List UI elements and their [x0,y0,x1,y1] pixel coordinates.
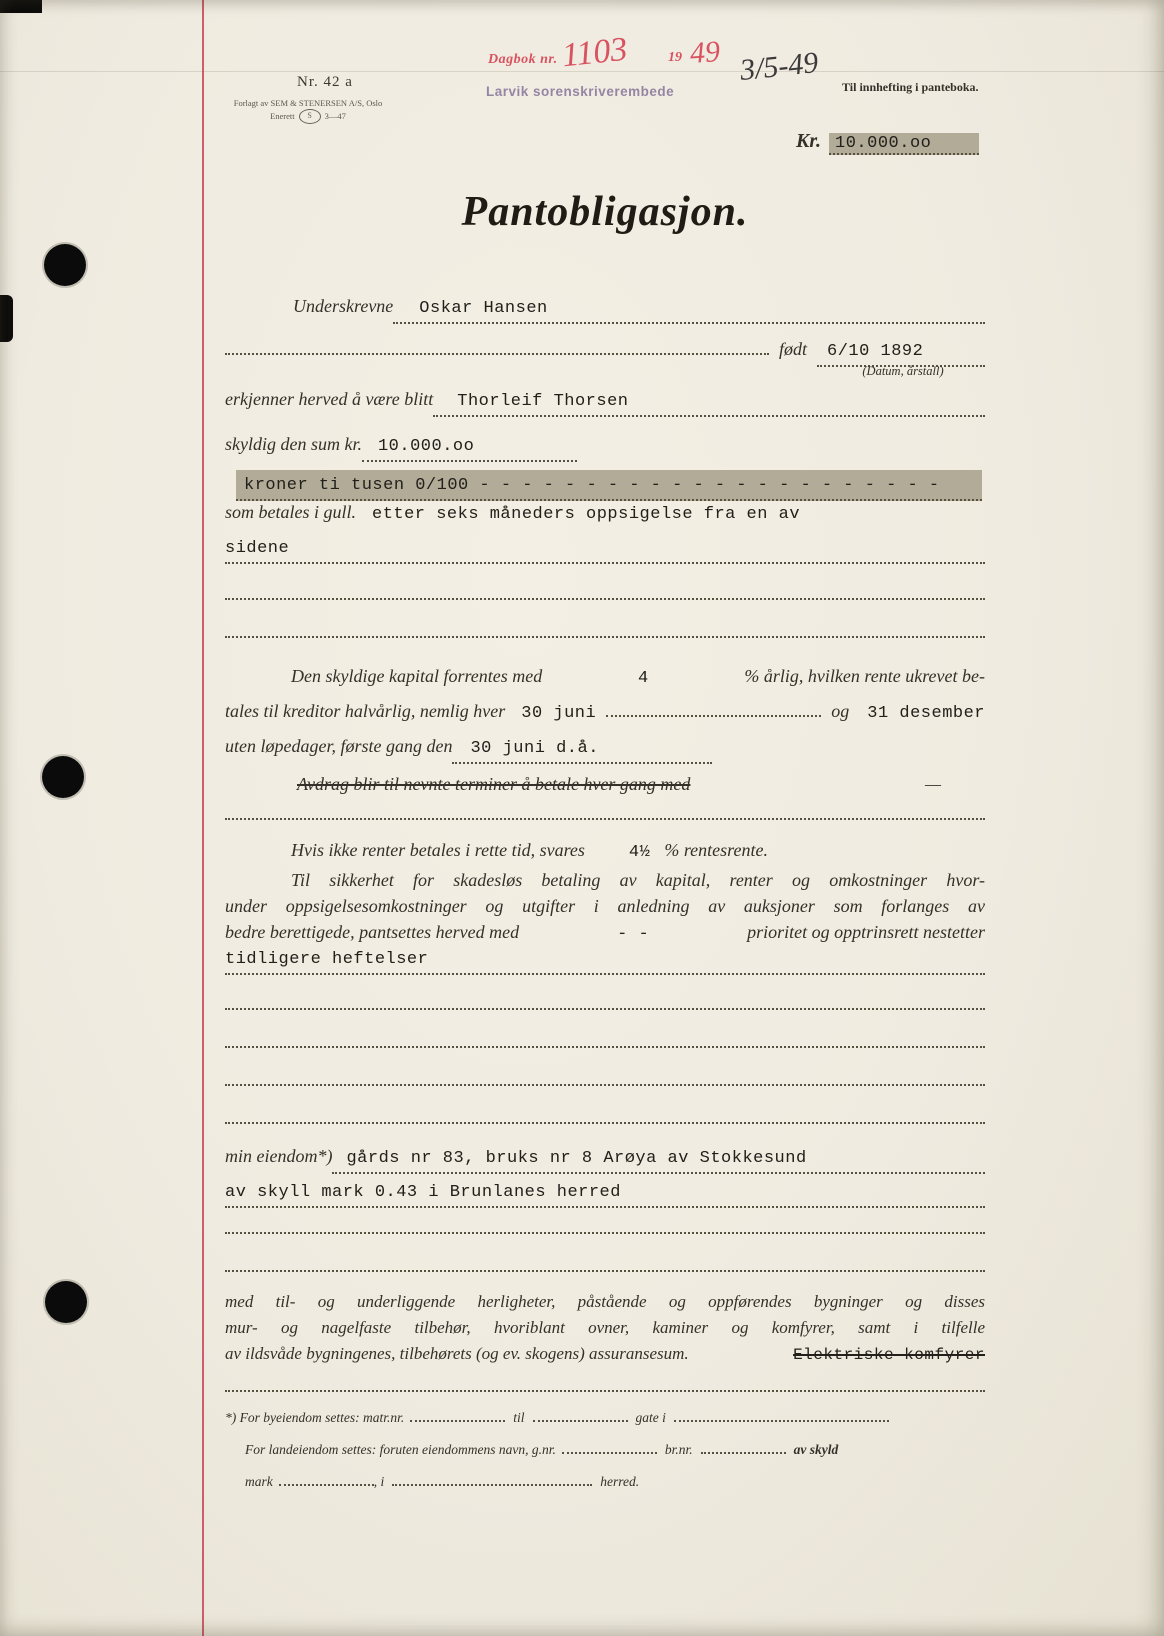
first-due-line [452,733,712,764]
footnote-1c: gate i [635,1410,666,1425]
label-betales: som betales i gull. [225,502,356,522]
priority-note: tidligere heftelser [225,950,429,969]
label-morarente-b: % rentesrente. [664,840,768,860]
label-fodt: født [778,339,807,359]
payment-terms-2: sidene [225,539,290,558]
appurtenance-text-3: av ildsvåde bygningenes, tilbehørets (og ev. skogens) assuransesum. [225,1344,689,1363]
punch-hole [42,756,84,798]
ruled-blank-line [225,598,985,600]
document-title: Pantobligasjon. [461,189,749,235]
sum-value: 10.000.oo [377,437,475,456]
enerett-label: Enerett [270,111,295,121]
label-erkjenner: erkjenner herved å være blitt [225,389,434,409]
row-payment-terms-2 [225,533,985,560]
debtor-line [393,293,985,324]
form-number: Nr. 42 a [297,74,353,90]
due-date-1: 30 juni [521,704,597,723]
debtor-name: Oskar Hansen [419,299,548,318]
office-stamp: Larvik sorenskriverembede [486,84,675,99]
ruled-blank-line [225,1390,985,1392]
row-avdrag [225,771,985,797]
punch-hole [45,1281,87,1323]
print-code: 3—47 [324,111,346,121]
binding-note: Til innhefting i panteboka. [842,80,979,94]
publisher-block [218,98,398,124]
row-appurtenance-2 [225,1315,985,1341]
row-property-2 [225,1177,985,1204]
first-due-date: 30 juni d.å. [470,739,599,758]
security-text-3b: prioritet og opptrinsrett nestetter [747,922,985,942]
label-rente-b: % årlig, hvilken rente ukrevet be- [744,666,985,686]
row-payment-terms [225,499,985,528]
ruled-blank-line [225,1122,985,1124]
dagbok-stamp-label: Dagbok nr. [488,52,558,67]
creditor-line [433,386,985,417]
avdrag-value: — [924,774,941,794]
security-text-3a: bedre berettigede, pantsettes herved med [225,922,520,942]
interest-rate: 4 [638,669,649,688]
row-birthdate [225,336,985,363]
row-property-1 [225,1143,985,1170]
row-appurtenance-3 [225,1341,985,1368]
ruled-blank-line [225,1008,985,1010]
amount-row [796,130,979,153]
property-description-1: gårds nr 83, bruks nr 8 Arøya av Stokkesund [346,1149,807,1168]
amount-value: 10.000.oo [835,134,932,153]
ruled-blank-line [225,1232,985,1234]
appurtenance-text-2: mur- og nagelfaste tilbehør, hvoriblant ovner, kaminer og komfyrer, samt i tilfelle [225,1318,985,1337]
handwritten-date: 3/5-49 [738,45,820,88]
footnote-1a: *) For byeiendom settes: matr.nr. [225,1410,405,1425]
avdrag-struck-text: Avdrag blir til nevnte terminer å betale hver gang med [297,774,691,794]
dotted-leader [701,1452,786,1454]
amount-value-band [829,133,979,155]
security-text-1: Til sikkerhet for skadesløs betaling av kapital, renter og omkostninger hvor- [291,870,985,890]
creditor-name: Thorleif Thorsen [457,392,629,411]
birth-date: 6/10 1892 [827,342,924,361]
dotted-leader [392,1484,592,1486]
ruled-blank-line [225,1270,985,1272]
row-security-1 [225,867,985,893]
label-eiendom: min eiendom*) [225,1146,333,1166]
red-margin-line [202,0,204,1636]
label-rente-a: Den skyldige kapital forrentes med [291,666,543,686]
security-text-2: under oppsigelsesomkostninger og utgifter i anledning av auksjoner som forlanges av [225,896,985,916]
footnote-1b: til [513,1410,525,1425]
dotted-leader [279,1484,374,1486]
dotted-leader [410,1420,505,1422]
row-first-due [225,733,985,760]
dotted-leader [606,715,821,717]
row-interest-rate [225,663,985,692]
footnote-line-1 [225,1408,985,1428]
publisher-name: Forlagt av SEM & STENERSEN A/S, Oslo [233,98,383,108]
footnote-2a: For landeiendom settes: foruten eiendommens navn, g.nr. [245,1442,556,1457]
penalty-rate: 4½ [628,843,651,862]
row-sum [225,431,985,458]
dotted-leader [562,1452,657,1454]
datum-note-text: (Datum, årstall) [862,364,944,378]
label-morarente-a: Hvis ikke renter betales i rette tid, svares [291,840,585,860]
sum-line [362,431,577,462]
label-rente-3a: uten løpedager, første gang den [225,736,453,756]
due-date-2: 31 desember [867,704,985,723]
datum-note [818,362,988,380]
priority-note-line [225,944,985,975]
property-description-2: av skyll mark 0.43 i Brunlanes herred [225,1183,621,1202]
footnote-3b: , i [373,1474,385,1489]
row-penalty-interest [225,837,985,866]
footnote-3c: herred. [600,1474,640,1489]
ruled-blank-line [225,636,985,638]
footnote-line-3 [225,1472,1005,1492]
scan-artifact-left-edge [0,295,13,342]
row-due-dates [225,698,985,727]
property-line-1 [332,1143,985,1174]
label-skyldig: skyldig den sum kr. [225,434,362,454]
struck-typed-addition: Elektriske komfyrer [793,1346,985,1364]
dagbok-stamp-number: 1103 [560,30,630,75]
row-security-2 [225,893,985,919]
ruled-blank-line [225,1046,985,1048]
property-line-2 [225,1177,985,1208]
appurtenance-text-1: med til- og underliggende herligheter, påstående og oppførendes bygninger og disses [225,1292,985,1311]
ruled-blank-line [225,1084,985,1086]
row-debtor [225,293,985,320]
dotted-leader [674,1420,889,1422]
publisher-logo-icon: S [299,109,321,124]
row-amount-words [236,470,982,497]
publisher-rights-line [218,109,398,124]
dagbok-stamp-year-written: 49 [688,34,722,71]
amount-words-band [236,470,982,501]
row-priority-note [225,944,985,971]
footnote-line-2 [225,1440,1005,1460]
label-rente-2a: tales til kreditor halvårlig, nemlig hver [225,701,506,721]
dotted-leader [533,1420,628,1422]
priority-value: - - [617,925,650,944]
amount-in-words: kroner ti tusen 0/100 - - - - - - - - - - - - - - - - - - - - - - [244,476,940,495]
footnote-2b: br.nr. [664,1442,693,1457]
row-appurtenance-1 [225,1289,985,1315]
dagbok-stamp-year-printed: 19 [668,50,682,65]
footnote-3a: mark [245,1474,273,1489]
ruled-blank-line [225,818,985,820]
scan-artifact-top-left [0,0,42,13]
row-creditor [225,386,985,413]
label-underskrevne: Underskrevne [293,296,394,316]
dotted-leader [225,353,769,355]
amount-label: Kr. [796,130,822,152]
footnote-2c: av skyld [793,1442,839,1457]
punch-hole [44,244,86,286]
payment-terms-1: etter seks måneders oppsigelse fra en av [372,505,801,524]
terms2-line [225,533,985,564]
label-og: og [831,701,850,721]
